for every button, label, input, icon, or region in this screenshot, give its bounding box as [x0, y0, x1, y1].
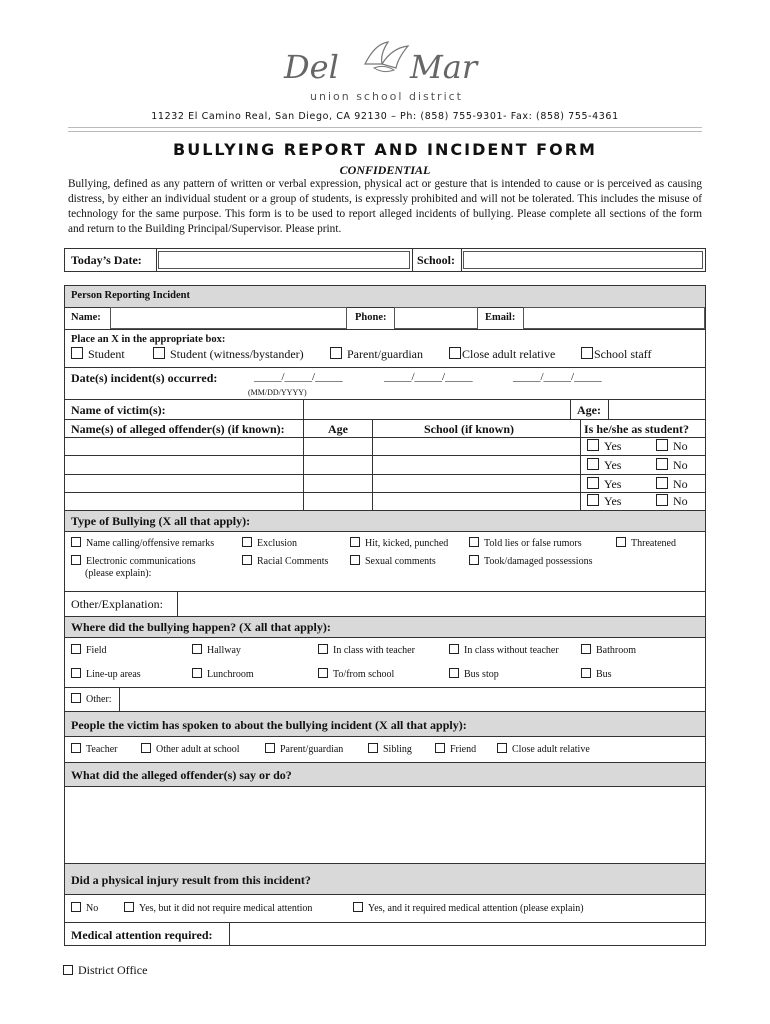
bathroom-checkbox[interactable]	[581, 644, 591, 654]
reporter-email-label: Email:	[485, 312, 516, 323]
type-electronic[interactable]: Electronic communications	[71, 555, 196, 567]
location-hallway[interactable]: Hallway	[192, 644, 241, 656]
location-lunchroom[interactable]: Lunchroom	[192, 668, 254, 680]
district-office-checkbox[interactable]	[63, 965, 73, 975]
school-label: School:	[417, 253, 456, 267]
other-location-checkbox[interactable]	[71, 693, 81, 703]
sexual-checkbox[interactable]	[350, 555, 360, 565]
location-row-2	[71, 668, 701, 682]
threatened-checkbox[interactable]	[616, 537, 626, 547]
type-possessions[interactable]: Took/damaged possessions	[469, 555, 592, 567]
location-class-no-teacher[interactable]: In class without teacher	[449, 644, 559, 656]
injury-heading: Did a physical injury result from this incident?	[71, 873, 311, 887]
injury-yes-no-medical[interactable]: Yes, but it did not require medical attention	[124, 902, 312, 914]
offender-school-header: School (if known)	[424, 422, 515, 436]
option-student[interactable]: Student	[71, 347, 125, 362]
header-divider	[68, 127, 702, 132]
close-adult-relative-checkbox[interactable]	[497, 743, 507, 753]
spoken-row	[71, 743, 701, 757]
school-staff-checkbox[interactable]	[581, 347, 593, 359]
hallway-checkbox[interactable]	[192, 644, 202, 654]
victim-age-label: Age:	[577, 403, 601, 417]
logo-del: Del	[284, 48, 339, 86]
other-explanation-input[interactable]	[179, 593, 705, 615]
other-location-input[interactable]	[121, 689, 705, 710]
incident-date-3[interactable]: _____/_____/_____	[513, 371, 602, 383]
yes-checkbox[interactable]	[587, 494, 599, 506]
option-student-witness[interactable]: Student (witness/bystander)	[153, 347, 304, 362]
teacher-checkbox[interactable]	[71, 743, 81, 753]
lunchroom-checkbox[interactable]	[192, 668, 202, 678]
type-sexual[interactable]: Sexual comments	[350, 555, 436, 567]
line-up-checkbox[interactable]	[71, 668, 81, 678]
bus-checkbox[interactable]	[581, 668, 591, 678]
spoken-close-adult[interactable]: Close adult relative	[497, 743, 590, 755]
option-close-adult[interactable]: Close adult relative	[449, 347, 555, 362]
student-witness-checkbox[interactable]	[153, 347, 165, 359]
date-format-hint: (MM/DD/YYYY)	[248, 388, 307, 397]
location-bus[interactable]: Bus	[581, 668, 612, 680]
offender-row[interactable]: Yes No	[65, 475, 705, 493]
offender-row[interactable]: Yes No	[65, 456, 705, 475]
incident-date-1[interactable]: _____/_____/_____	[254, 371, 343, 383]
injury-no[interactable]: No	[71, 902, 98, 914]
location-bathroom[interactable]: Bathroom	[581, 644, 636, 656]
school-input[interactable]	[463, 251, 703, 269]
spoken-heading: People the victim has spoken to about the bullying incident (X all that apply):	[71, 718, 467, 732]
type-exclusion[interactable]: Exclusion	[242, 537, 297, 549]
parent-guardian-checkbox[interactable]	[330, 347, 342, 359]
district-name: union school district	[310, 90, 463, 103]
intro-paragraph: Bullying, defined as any pattern of written or verbal expression, physical act or gesture that is intended to cause or is perceived as causing distress, by either an individual student or a group of students, is expressly prohibited and will not be tolerated. This includes the misuse of technology for the same purpose. This form is to be used to report alleged incidents of bullying. Please complete all sections of the form and return to the Building Principal/Supervisor. Please print.	[68, 178, 702, 235]
yes-checkbox[interactable]	[587, 439, 599, 451]
reporter-email-input[interactable]	[523, 307, 705, 329]
address-line: 11232 El Camino Real, San Diego, CA 92130 – Ph: (858) 755-9301- Fax: (858) 755-4361	[151, 111, 619, 122]
todays-date-label: Today’s Date:	[71, 253, 142, 267]
injury-no-checkbox[interactable]	[71, 902, 81, 912]
parent-checkbox[interactable]	[265, 743, 275, 753]
type-electronic-note: (please explain):	[85, 568, 152, 579]
reporter-name-label: Name:	[71, 312, 101, 323]
other-explanation-label: Other/Explanation:	[71, 597, 163, 611]
incident-dates-label: Date(s) incident(s) occurred:	[71, 371, 218, 385]
no-checkbox[interactable]	[656, 439, 668, 451]
racial-checkbox[interactable]	[242, 555, 252, 565]
friend-checkbox[interactable]	[435, 743, 445, 753]
field-checkbox[interactable]	[71, 644, 81, 654]
location-to-from-school[interactable]: To/from school	[318, 668, 394, 680]
medical-attention-input[interactable]	[231, 924, 705, 944]
location-field[interactable]: Field	[71, 644, 107, 656]
student-checkbox[interactable]	[71, 347, 83, 359]
exclusion-checkbox[interactable]	[242, 537, 252, 547]
close-adult-checkbox[interactable]	[449, 347, 461, 359]
todays-date-input[interactable]	[158, 251, 410, 269]
type-threatened[interactable]: Threatened	[616, 537, 676, 549]
said-heading: What did the alleged offender(s) say or do?	[71, 768, 292, 782]
victim-name-label: Name of victim(s):	[71, 403, 166, 417]
no-checkbox[interactable]	[656, 477, 668, 489]
spoken-parent[interactable]: Parent/guardian	[265, 743, 343, 755]
class-no-teacher-checkbox[interactable]	[449, 644, 459, 654]
to-from-school-checkbox[interactable]	[318, 668, 328, 678]
said-textarea[interactable]	[65, 787, 705, 863]
spoken-other-adult[interactable]: Other adult at school	[141, 743, 240, 755]
reporter-phone-input[interactable]	[394, 307, 478, 329]
location-other[interactable]: Other:	[71, 693, 112, 705]
yes-checkbox[interactable]	[587, 458, 599, 470]
type-name-calling[interactable]: Name calling/offensive remarks	[71, 537, 214, 549]
reporter-type-options	[71, 347, 701, 363]
possessions-checkbox[interactable]	[469, 555, 479, 565]
place-x-instruction: Place an X in the appropriate box:	[71, 334, 226, 345]
logo	[270, 34, 500, 104]
district-office[interactable]: District Office	[63, 963, 147, 978]
form-title: BULLYING REPORT AND INCIDENT FORM	[173, 140, 597, 159]
location-class-teacher[interactable]: In class with teacher	[318, 644, 415, 656]
injury-yes-no-medical-checkbox[interactable]	[124, 902, 134, 912]
type-hit-kicked[interactable]: Hit, kicked, punched	[350, 537, 448, 549]
sibling-checkbox[interactable]	[368, 743, 378, 753]
electronic-checkbox[interactable]	[71, 555, 81, 565]
victim-age-input[interactable]	[609, 400, 705, 419]
date-school-row	[64, 248, 706, 272]
medical-attention-label: Medical attention required:	[71, 928, 213, 942]
location-heading: Where did the bullying happen? (X all that apply):	[71, 620, 331, 634]
other-adult-checkbox[interactable]	[141, 743, 151, 753]
class-teacher-checkbox[interactable]	[318, 644, 328, 654]
name-calling-checkbox[interactable]	[71, 537, 81, 547]
location-row-1	[71, 644, 701, 658]
lies-rumors-checkbox[interactable]	[469, 537, 479, 547]
offender-row[interactable]: Yes No	[65, 437, 705, 456]
reporter-phone-label: Phone:	[355, 312, 387, 323]
yes-checkbox[interactable]	[587, 477, 599, 489]
offender-names-label: Name(s) of alleged offender(s) (if known):	[71, 422, 285, 436]
spoken-friend[interactable]: Friend	[435, 743, 476, 755]
injury-yes-medical[interactable]: Yes, and it required medical attention (please explain)	[353, 902, 584, 914]
logo-mar: Mar	[410, 48, 478, 86]
location-bus-stop[interactable]: Bus stop	[449, 668, 499, 680]
confidential-label: CONFIDENTIAL	[339, 163, 431, 177]
location-line-up[interactable]: Line-up areas	[71, 668, 141, 680]
no-checkbox[interactable]	[656, 494, 668, 506]
option-school-staff[interactable]: School staff	[581, 347, 651, 362]
offender-row[interactable]: Yes No	[65, 493, 705, 511]
reporter-name-input[interactable]	[110, 307, 347, 329]
victim-name-input[interactable]	[304, 400, 568, 419]
injury-row	[71, 902, 701, 916]
type-racial[interactable]: Racial Comments	[242, 555, 328, 567]
incident-date-2[interactable]: _____/_____/_____	[384, 371, 473, 383]
no-checkbox[interactable]	[656, 458, 668, 470]
type-lies-rumors[interactable]: Told lies or false rumors	[469, 537, 582, 549]
bullying-type-row-1	[71, 537, 701, 551]
injury-yes-medical-checkbox[interactable]	[353, 902, 363, 912]
reporter-heading: Person Reporting Incident	[71, 290, 190, 301]
option-parent-guardian[interactable]: Parent/guardian	[330, 347, 423, 362]
bullying-type-heading: Type of Bullying (X all that apply):	[71, 514, 251, 528]
is-student-header: Is he/she as student?	[584, 422, 690, 436]
spoken-teacher[interactable]: Teacher	[71, 743, 118, 755]
bullying-type-row-2	[71, 555, 701, 583]
bus-stop-checkbox[interactable]	[449, 668, 459, 678]
offender-age-header: Age	[328, 422, 348, 436]
hit-kicked-checkbox[interactable]	[350, 537, 360, 547]
spoken-sibling[interactable]: Sibling	[368, 743, 412, 755]
